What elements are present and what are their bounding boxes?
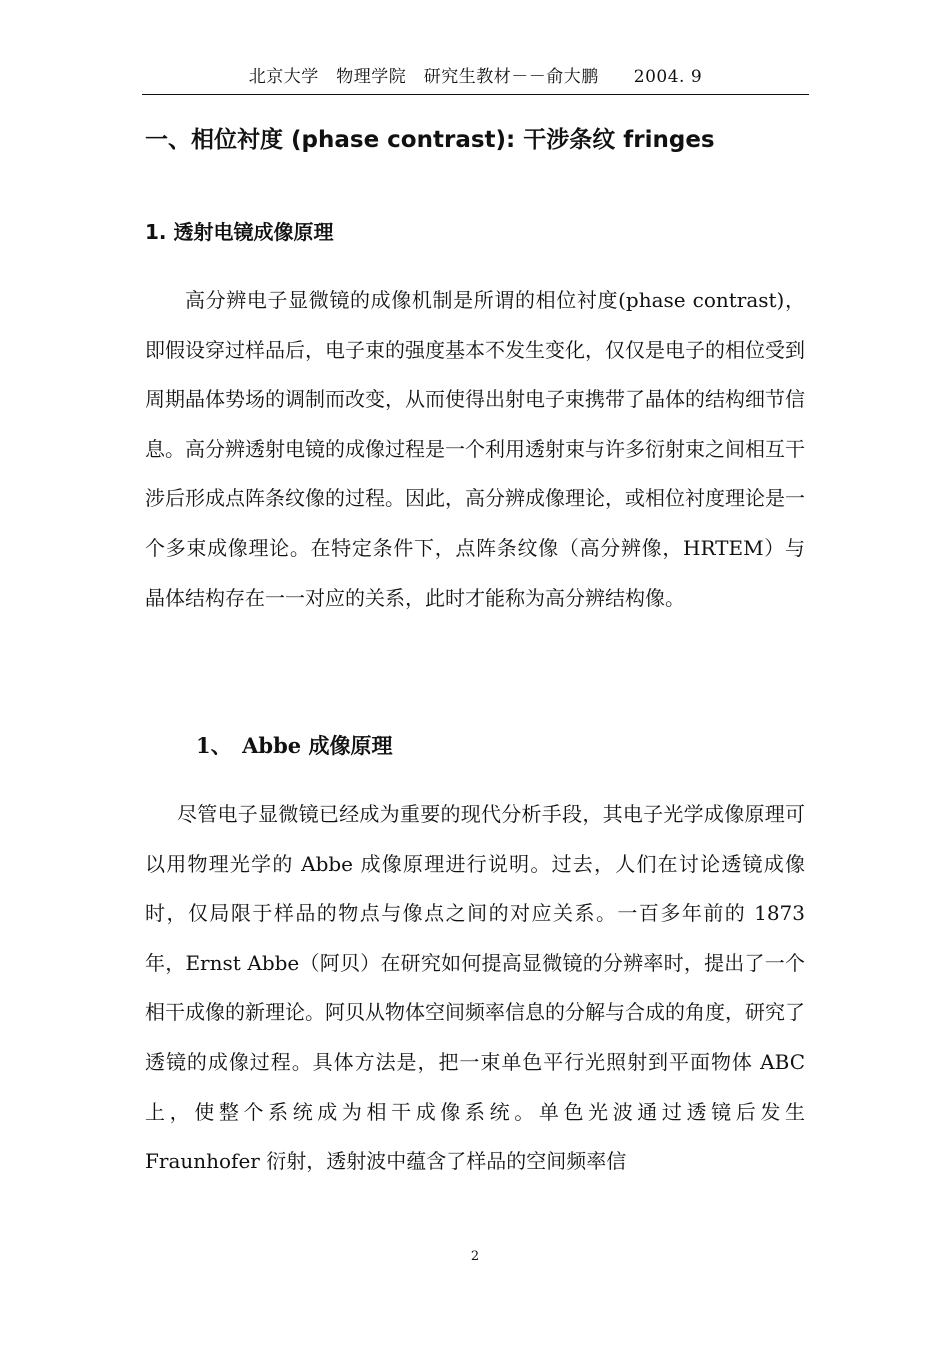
subheading-abbe: 1、 Abbe 成像原理: [196, 733, 393, 758]
paragraph-abbe: 尽管电子显微镜已经成为重要的现代分析手段，其电子光学成像原理可以用物理光学的 Abbe 成像原理进行说明。过去，人们在讨论透镜成像时，仅局限于样品的物点与像点之间的对应关系。一百多年前的 1873 年，Ernst Abbe（阿贝）在研究如何提高显微镜的分辨率时，提出了一个相干成像的新理论。阿贝从物体空间频率信息的分解与合成的角度，研究了透镜的成像过程。具体方法是，把一束单色平行光照射到平面物体 ABC 上，使整个系统成为相干成像系统。单色光波通过透镜后发生 Fraunhofer 衍射，透射波中蕴含了样品的空间频率信: [145, 802, 805, 1174]
running-header: 北京大学 物理学院 研究生教材－－俞大鹏 2004. 9: [248, 67, 703, 87]
section-title: 一、相位衬度 (phase contrast): 干涉条纹 fringes: [145, 127, 715, 153]
paragraph-phase-contrast: 高分辨电子显微镜的成像机制是所谓的相位衬度(phase contrast)，即假设穿过样品后，电子束的强度基本不发生变化，仅仅是电子的相位受到周期晶体势场的调制而改变，从而使得出射电子束携带了晶体的结构细节信息。高分辨透射电镜的成像过程是一个利用透射束与许多衍射束之间相互干涉后形成点阵条纹像的过程。因此，高分辨成像理论，或相位衬度理论是一个多束成像理论。在特定条件下，点阵条纹像（高分辨像，HRTEM）与晶体结构存在一一对应的关系，此时才能称为高分辨结构像。: [145, 288, 805, 610]
header-rule: [142, 94, 809, 95]
subsection-title: 1. 透射电镜成像原理: [145, 220, 334, 244]
page-number: 2: [470, 1249, 480, 1264]
